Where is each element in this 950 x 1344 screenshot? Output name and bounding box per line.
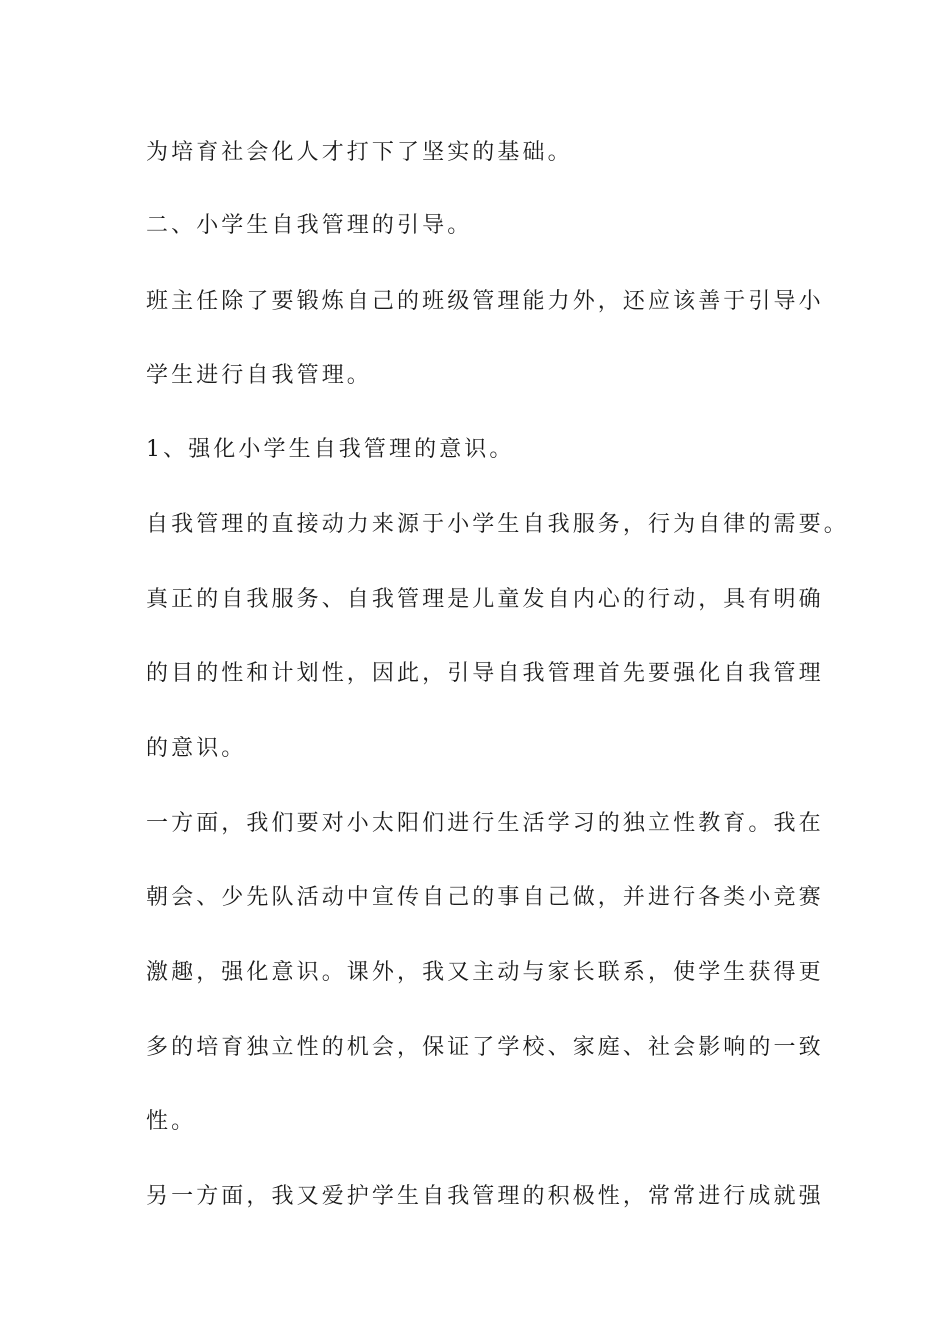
paragraph-line: 为培育社会化人才打下了坚实的基础。 [146,140,573,165]
section-heading: 二、小学生自我管理的引导。 [146,213,473,238]
paragraph-line: 的意识。 [146,736,247,761]
paragraph-line: 班主任除了要锻炼自己的班级管理能力外，还应该善于引导小 [146,289,824,314]
paragraph-line: 多的培育独立性的机会，保证了学校、家庭、社会影响的一致 [146,1035,824,1060]
paragraph-line: 性。 [146,1109,197,1134]
paragraph-line: 另一方面，我又爱护学生自我管理的积极性，常常进行成就强 [146,1184,824,1209]
paragraph-line: 自我管理的直接动力来源于小学生自我服务，行为自律的需要。 [146,512,849,537]
paragraph-line: 朝会、少先队活动中宣传自己的事自己做，并进行各类小竞赛 [146,885,824,910]
subsection-heading: 1、强化小学生自我管理的意识。 [146,437,515,462]
paragraph-line: 一方面，我们要对小太阳们进行生活学习的独立性教育。我在 [146,811,824,836]
paragraph-line: 激趣，强化意识。课外，我又主动与家长联系，使学生获得更 [146,960,824,985]
paragraph-line: 学生进行自我管理。 [146,363,372,388]
paragraph-line: 的目的性和计划性，因此，引导自我管理首先要强化自我管理 [146,661,824,686]
paragraph-line: 真正的自我服务、自我管理是儿童发自内心的行动，具有明确 [146,587,824,612]
